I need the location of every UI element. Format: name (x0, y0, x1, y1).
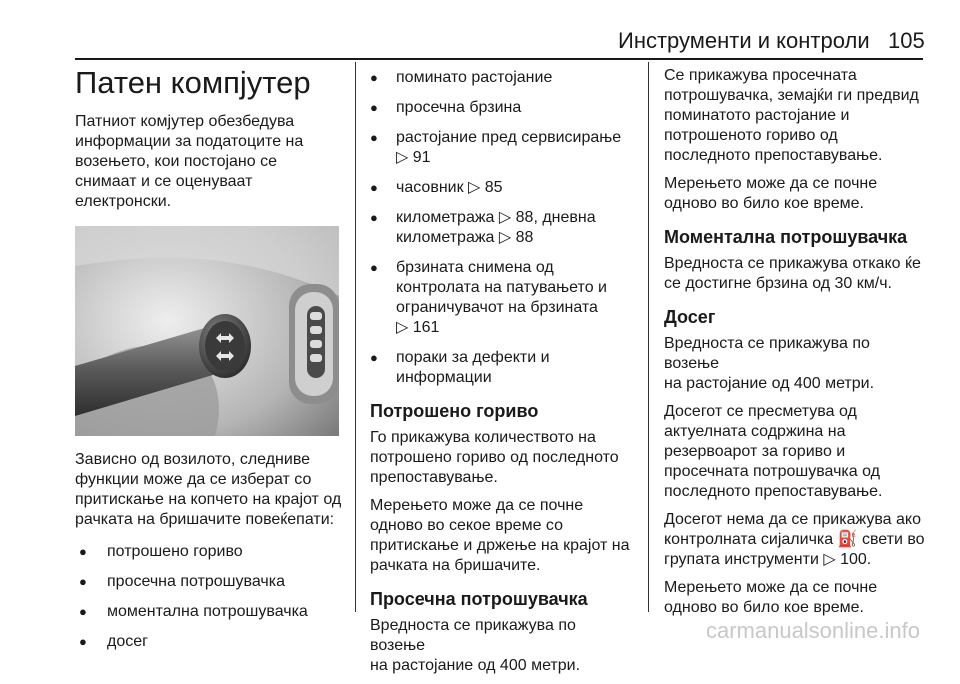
instant-paragraph-1: Вредноста се прикажува откако ќе се достигне брзина од 30 км/ч. (664, 255, 921, 292)
range-paragraph-4: Мерењето може да се почне одново во било кое време. (664, 579, 878, 616)
heading-range: Досег (664, 307, 716, 327)
intro-paragraph: Патниот комјутер обезбедува информации за податоците на возењето, кои постојано се снимаат и се оценуваат електронски. (75, 113, 304, 210)
section-title: Патен компјутер (75, 65, 311, 100)
list-item: ● просечна потрошувачка (79, 572, 349, 592)
header-rule (75, 58, 923, 60)
column-divider-right (648, 62, 649, 612)
wiper-lever-figure (75, 226, 339, 436)
fuel-paragraph-1: Го прикажува количеството на потрошено гориво од последното препоставување. (370, 429, 619, 486)
heading-instant-consumption: Моментална потрошувачка (664, 227, 908, 247)
column-1 (75, 64, 345, 662)
watermark: carmanualsonline.info (705, 618, 920, 643)
range-paragraph-1: Вредноста се прикажува по возење на растојание од 400 метри. (664, 335, 875, 392)
column-2 (370, 64, 635, 684)
list-item: ● брзината снимена од контролата на патувањето и ограничувачот на брзината ▷ 161 (370, 258, 635, 338)
list-item: ● пораки за дефекти и информации (370, 348, 635, 388)
list-item: ● потрошено гориво (79, 542, 349, 562)
average-paragraph-2: Се прикажува просечната потрошувачка, земајќи ги предвид поминатото растојание и потрошеното гориво од последното препоставување. (664, 67, 919, 164)
column-divider-left (355, 62, 356, 612)
fuel-paragraph-2: Мерењето може да се почне одново во секое време со притискање и држење на крајот на рачката на бришачите. (370, 497, 630, 574)
list-item: ● моментална потрошувачка (79, 602, 349, 622)
function-list (75, 542, 345, 652)
functions-paragraph: Зависно од возилото, следниве функции може да се изберат со притискање на копчето на крајот од рачката на бришачите повеќепати: (75, 451, 342, 528)
average-paragraph-1: Вредноста се прикажува по возење на растојание од 400 метри. (370, 617, 581, 674)
page-number: 105 (888, 28, 925, 53)
heading-average-consumption: Просечна потрошувачка (370, 589, 588, 609)
list-item: ● поминато растојание (370, 68, 635, 88)
range-paragraph-2: Досегот се пресметува од актуелната содржина на резервоарот за гориво и просечната потрошувачка од последното препоставување. (664, 403, 883, 500)
list-item: ● растојание пред сервисирање ▷ 91 (370, 128, 635, 168)
average-paragraph-3: Мерењето може да се почне одново во било кое време. (664, 175, 878, 212)
range-paragraph-3: Досегот нема да се прикажува ако контролната сијаличка ⛽ свети во групата инструменти ▷ 100. (664, 511, 925, 568)
column-3 (664, 64, 926, 626)
header-title: Инструменти и контроли (618, 28, 870, 53)
function-list-continued (370, 68, 635, 388)
list-item: ● просечна брзина (370, 98, 635, 118)
list-item: ● часовник ▷ 85 (370, 178, 635, 198)
heading-fuel-used: Потрошено гориво (370, 401, 539, 421)
list-item: ● досег (79, 632, 349, 652)
list-item: ● километража ▷ 88, дневна километража ▷ 88 (370, 208, 635, 248)
